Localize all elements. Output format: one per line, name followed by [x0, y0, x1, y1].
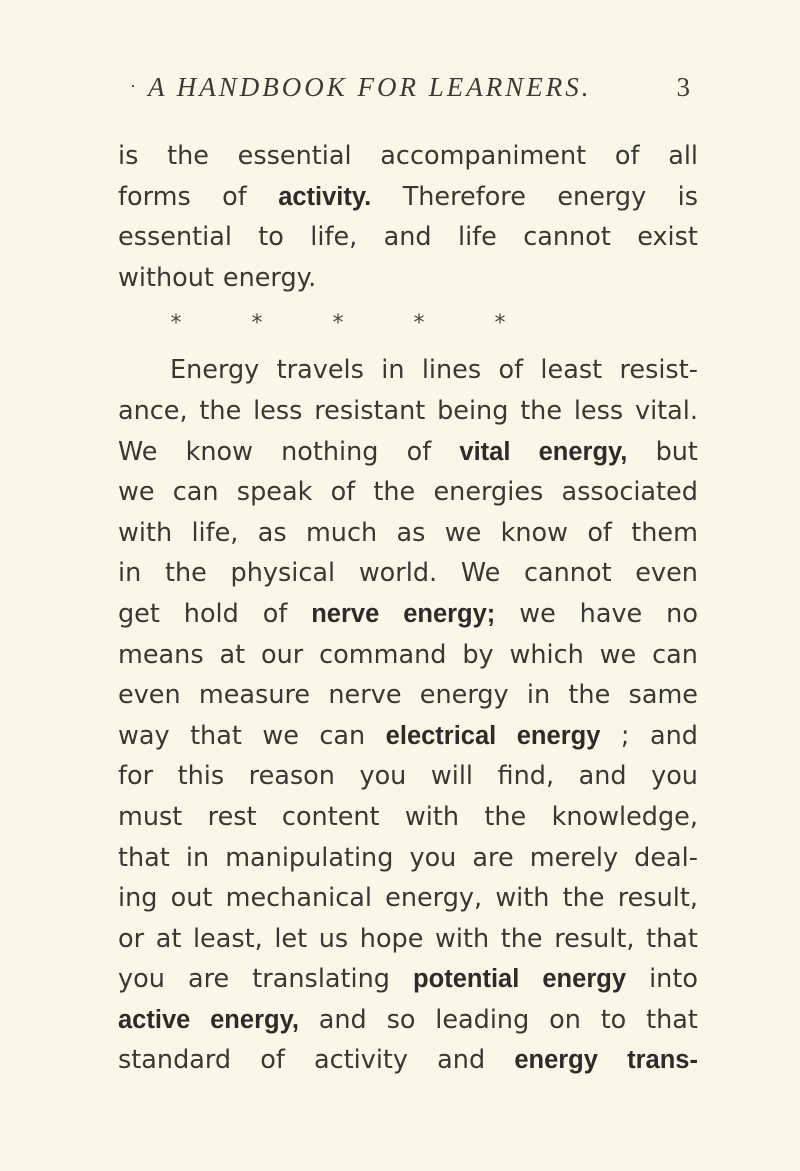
word: result,: [554, 923, 635, 954]
word: nothing: [281, 436, 379, 467]
word: you: [118, 964, 165, 995]
text-line: [118, 217, 698, 258]
word: of: [262, 598, 288, 629]
word: associated: [561, 477, 698, 508]
word: ;: [620, 720, 630, 751]
word: have: [579, 598, 643, 629]
separator-asterisk: *: [413, 311, 425, 337]
word: with: [435, 923, 490, 954]
word: energy;: [403, 599, 496, 628]
word: cannot: [523, 222, 611, 253]
text-line: [118, 513, 698, 554]
word: way: [118, 720, 170, 751]
text-line: [118, 756, 698, 797]
word: mechanical: [225, 883, 372, 914]
word: even: [118, 680, 181, 711]
word: our: [261, 639, 304, 670]
running-title: A HANDBOOK FOR LEARNERS.: [148, 72, 592, 102]
running-header: [130, 72, 690, 112]
word: of: [330, 477, 356, 508]
word: same: [628, 680, 698, 711]
word: by: [462, 639, 494, 670]
word: cannot: [524, 558, 612, 589]
text-line: [118, 350, 698, 391]
word: the: [500, 923, 543, 954]
word: reason: [248, 761, 335, 792]
word: energy: [542, 965, 626, 994]
word: energy,: [210, 1005, 299, 1034]
word: in: [381, 355, 405, 386]
word: ance,: [118, 395, 188, 426]
word: the: [562, 883, 605, 914]
word: we: [262, 720, 299, 751]
word: active: [118, 1005, 191, 1034]
word: will: [430, 761, 473, 792]
word: and: [578, 761, 627, 792]
word: know: [185, 436, 253, 467]
word: can: [652, 639, 698, 670]
word: much: [305, 517, 378, 548]
word: vital.: [635, 395, 698, 426]
word: the: [164, 558, 207, 589]
word: get: [118, 598, 160, 629]
word: for: [118, 761, 154, 792]
word: exist: [637, 222, 698, 253]
word: deal-: [634, 842, 698, 873]
word: the: [520, 395, 563, 426]
word: you: [359, 761, 407, 792]
word: to: [258, 222, 284, 253]
word: we: [118, 477, 155, 508]
word: us: [318, 923, 349, 954]
word: out: [170, 883, 213, 914]
section-separator: [118, 298, 698, 350]
word: and: [383, 222, 432, 253]
word: energies: [433, 477, 544, 508]
word: can: [319, 720, 366, 751]
word: leading: [435, 1004, 530, 1035]
separator-asterisk: *: [494, 311, 506, 337]
text-line: [118, 716, 698, 757]
word: resistant: [314, 395, 426, 426]
word: is: [118, 141, 139, 171]
word: potential: [413, 965, 520, 994]
word: Therefore: [402, 181, 526, 212]
word: travels: [276, 355, 364, 386]
word: standard: [118, 1045, 232, 1076]
word: energy: [419, 680, 509, 711]
word: nerve: [328, 680, 402, 711]
word: we: [599, 639, 637, 670]
header-marker: ·: [130, 76, 136, 96]
text-line: [118, 472, 698, 513]
text-line: [118, 675, 698, 716]
word: Energy: [170, 355, 260, 386]
word: must: [118, 801, 183, 832]
word: less: [573, 395, 624, 426]
word: of: [406, 436, 432, 467]
word: life,: [310, 222, 358, 253]
word: even: [635, 558, 698, 589]
word: that: [646, 923, 698, 954]
word: trans-: [627, 1046, 698, 1075]
word: them: [631, 517, 698, 548]
word: in: [526, 680, 551, 711]
word: can: [172, 477, 219, 508]
word: manipulating: [225, 842, 394, 873]
paragraph: [118, 136, 698, 298]
word: are: [472, 842, 514, 873]
word: as: [396, 517, 426, 548]
word: you: [409, 842, 457, 873]
word: the: [484, 801, 527, 832]
word: speak: [236, 477, 313, 508]
word: but: [655, 436, 698, 467]
word: lines: [421, 355, 482, 386]
word: life: [458, 222, 497, 253]
text-line: [118, 391, 698, 432]
word: of: [260, 1045, 285, 1076]
word: We: [118, 436, 158, 467]
word: know: [500, 517, 568, 548]
word: the: [199, 395, 242, 426]
text-line: [118, 797, 698, 838]
word: rest: [207, 801, 257, 832]
word: forms: [118, 181, 191, 212]
word: essential: [237, 141, 352, 171]
word: or: [118, 923, 145, 954]
word: energy,: [385, 883, 483, 914]
word: so: [386, 1004, 416, 1035]
text-line: [118, 258, 698, 299]
text-line: [118, 553, 698, 594]
word: life,: [191, 517, 239, 548]
word: to: [600, 1004, 627, 1035]
word: electrical: [385, 721, 497, 750]
word: in: [118, 558, 142, 589]
word: and: [649, 720, 698, 751]
word: hope: [359, 923, 424, 954]
word: the: [373, 477, 416, 508]
word: with: [495, 883, 550, 914]
text-line: [118, 594, 698, 635]
body-text: [118, 136, 698, 1081]
word: energy,: [538, 437, 628, 466]
text-line: [118, 919, 698, 960]
word: means: [118, 639, 204, 670]
word: at: [155, 923, 182, 954]
text-line: [118, 1000, 698, 1041]
word: essential: [118, 222, 232, 253]
word: being: [437, 395, 509, 426]
word: is: [677, 181, 698, 212]
word: we: [519, 598, 556, 629]
word: of: [587, 517, 612, 548]
word: all: [668, 141, 698, 171]
word: no: [666, 598, 698, 629]
word: energy: [557, 181, 647, 212]
word: on: [549, 1004, 581, 1035]
word: world.: [358, 558, 438, 589]
word: of: [222, 181, 247, 212]
word: physical: [230, 558, 336, 589]
separator-asterisk: *: [332, 311, 344, 337]
word: of: [614, 141, 640, 171]
separator-asterisk: *: [251, 311, 263, 337]
word: command: [319, 639, 447, 670]
text-line: [118, 432, 698, 473]
word: least,: [192, 923, 263, 954]
word: less: [253, 395, 303, 426]
word: hold: [183, 598, 239, 629]
word: measure: [198, 680, 311, 711]
word: at: [219, 639, 246, 670]
word: content: [281, 801, 380, 832]
text-line: [118, 635, 698, 676]
text-line: [118, 1040, 698, 1081]
word: this: [177, 761, 225, 792]
word: you: [651, 761, 698, 792]
word: result,: [617, 883, 698, 914]
word: activity.: [278, 182, 372, 211]
text-line: [118, 136, 698, 177]
word: energy.: [222, 262, 317, 293]
word: which: [509, 639, 584, 670]
word: vital: [459, 437, 511, 466]
word: the: [167, 141, 209, 171]
word: in: [185, 842, 210, 873]
word: energy: [516, 721, 601, 750]
word: of: [498, 355, 524, 386]
word: merely: [529, 842, 619, 873]
text-line: [118, 177, 698, 218]
word: ing: [118, 883, 158, 914]
word: are: [187, 964, 230, 995]
separator-asterisk: *: [170, 311, 182, 337]
word: energy: [514, 1046, 598, 1075]
word: least: [540, 355, 603, 386]
word: and: [318, 1004, 367, 1035]
text-line: [118, 959, 698, 1000]
word: that: [190, 720, 242, 751]
word: as: [257, 517, 287, 548]
word: and: [437, 1045, 486, 1076]
word: We: [460, 558, 501, 589]
word: resist-: [619, 355, 698, 386]
word: find,: [497, 761, 555, 792]
word: with: [118, 517, 173, 548]
word: let: [274, 923, 308, 954]
word: that: [118, 842, 170, 873]
word: nerve: [311, 599, 380, 628]
word: knowledge,: [551, 801, 698, 832]
word: into: [649, 964, 698, 995]
word: translating: [252, 964, 390, 995]
word: activity: [314, 1045, 409, 1076]
word: with: [404, 801, 460, 832]
word: without: [118, 262, 214, 293]
text-line: [118, 878, 698, 919]
paragraph: [118, 350, 698, 1081]
word: that: [646, 1004, 698, 1035]
word: the: [568, 680, 611, 711]
text-line: [118, 838, 698, 879]
word: accompaniment: [380, 141, 587, 171]
page-number: 3: [676, 72, 690, 102]
word: we: [444, 517, 482, 548]
